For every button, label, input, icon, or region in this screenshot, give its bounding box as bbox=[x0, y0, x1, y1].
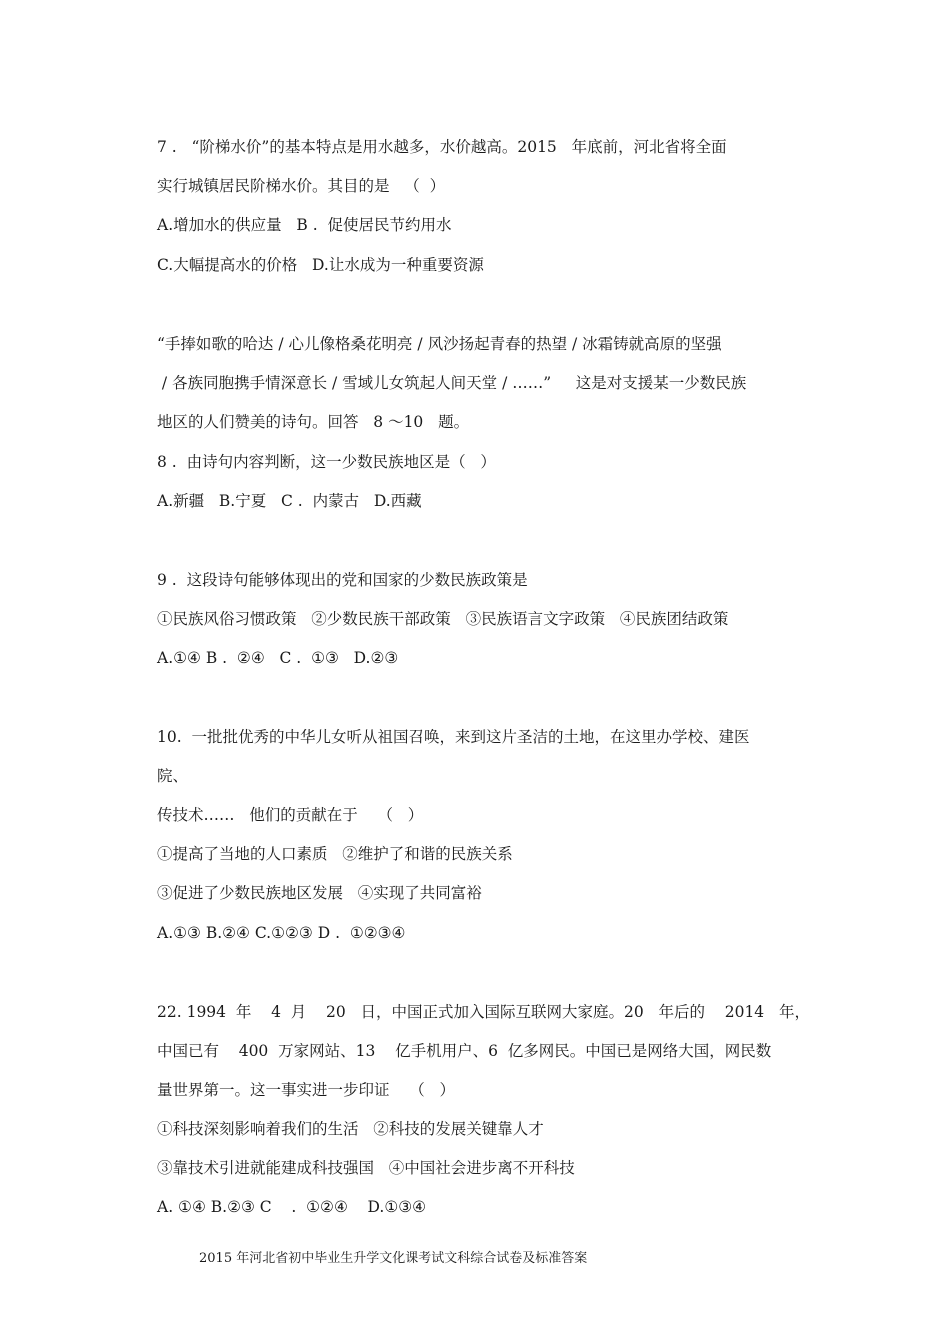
q10-stem-line3: 传技术…… 他们的贡献在于 （ ） bbox=[157, 806, 424, 824]
q22-items-12: ①科技深刻影响着我们的生活 ②科技的发展关键靠人才 bbox=[157, 1120, 544, 1138]
q22-items-34: ③靠技术引进就能建成科技强国 ④中国社会进步离不开科技 bbox=[157, 1159, 575, 1177]
poem-line3: 地区的人们赞美的诗句。回答 8 ～10 题。 bbox=[157, 413, 470, 431]
q22-options: A. ①④ B.②③ C . ①②④ D.①③④ bbox=[157, 1198, 427, 1216]
poem-line2: / 各族同胞携手情深意长 / 雪域儿女筑起人间天堂 / ……” 这是对支援某一少数民族 bbox=[157, 374, 747, 392]
q10-items-12: ①提高了当地的人口素质 ②维护了和谐的民族关系 bbox=[157, 845, 513, 863]
q7-stem-line1: 7 . “阶梯水价”的基本特点是用水越多，水价越高。2015 年底前，河北省将全面 bbox=[157, 138, 727, 156]
q22-stem-line3: 量世界第一。这一事实进一步印证 （ ） bbox=[157, 1081, 455, 1099]
poem-line1: “手捧如歌的哈达 / 心儿像格桑花明亮 / 风沙扬起青春的热望 / 冰霜铸就高原的坚强 bbox=[157, 335, 722, 353]
q7-options-cd: C.大幅提高水的价格 D.让水成为一种重要资源 bbox=[157, 256, 484, 274]
q8-options: A.新疆 B.宁夏 C . 内蒙古 D.西藏 bbox=[157, 492, 422, 510]
q10-stem-line1: 10. 一批批优秀的中华儿女听从祖国召唤，来到这片圣洁的土地，在这里办学校、建医 bbox=[157, 728, 750, 746]
q7-stem-line2: 实行城镇居民阶梯水价。其目的是 （ ） bbox=[157, 177, 446, 195]
q22-stem-line1: 22. 1994 年 4 月 20 日，中国正式加入国际互联网大家庭。20 年后的 2014 年， bbox=[157, 1003, 810, 1021]
q8-stem: 8 . 由诗句内容判断，这一少数民族地区是（ ） bbox=[157, 453, 496, 471]
q10-items-34: ③促进了少数民族地区发展 ④实现了共同富裕 bbox=[157, 884, 482, 902]
q10-options: A.①③ B.②④ C.①②③ D . ①②③④ bbox=[157, 924, 406, 942]
q9-options: A.①④ B . ②④ C . ①③ D.②③ bbox=[157, 649, 399, 667]
q9-items: ①民族风俗习惯政策 ②少数民族干部政策 ③民族语言文字政策 ④民族团结政策 bbox=[157, 610, 729, 628]
q9-stem: 9 . 这段诗句能够体现出的党和国家的少数民族政策是 bbox=[157, 571, 528, 589]
q7-options-ab: A.增加水的供应量 B . 促使居民节约用水 bbox=[157, 216, 452, 234]
page-footer: 2015 年河北省初中毕业生升学文化课考试文科综合试卷及标准答案 bbox=[199, 1251, 588, 1266]
q10-stem-line2: 院、 bbox=[157, 767, 189, 785]
q22-stem-line2: 中国已有 400 万家网站、13 亿手机用户、6 亿多网民。中国已是网络大国，网民数 bbox=[157, 1042, 772, 1060]
